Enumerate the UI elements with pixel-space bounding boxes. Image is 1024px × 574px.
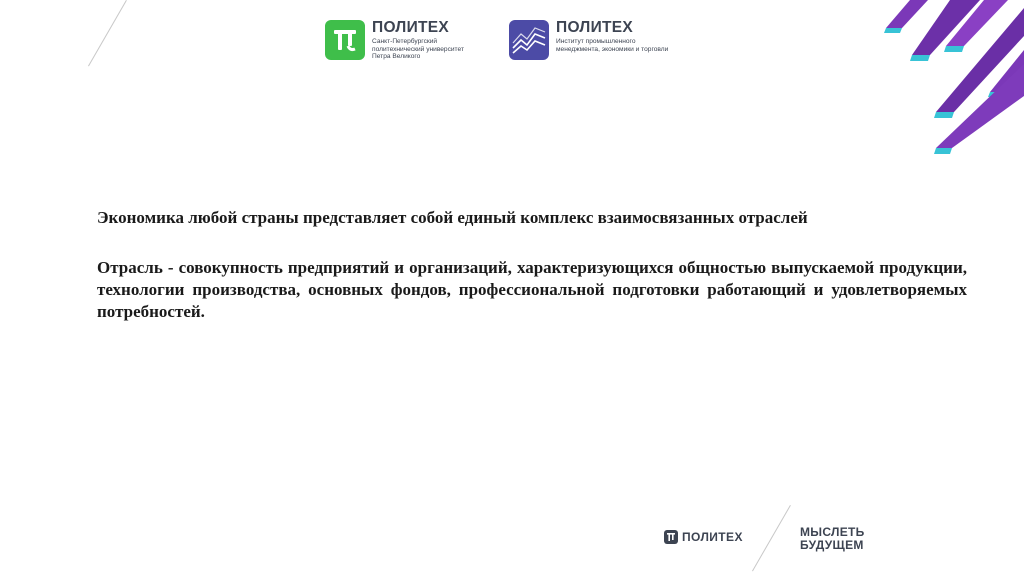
decorative-diagonal-line-top-left [88, 0, 127, 66]
polytech-university-logo [325, 20, 464, 61]
polytech-pi-icon [325, 20, 365, 60]
logo-right-subtitle-line: менеджмента, экономики и торговли [556, 45, 669, 53]
slogan-line: БУДУЩЕМ [800, 538, 864, 552]
slide-content [97, 207, 967, 323]
logo-left-subtitle-line: политехнический университет [372, 45, 464, 53]
slogan-line: МЫСЛЕТЬ [800, 525, 865, 539]
institute-chart-icon [509, 20, 549, 60]
footer-pi-icon [664, 530, 678, 544]
paragraph-economy: Экономика любой страны представляет собой единый комплекс взаимосвязанных отраслей [97, 208, 808, 227]
logo-left-subtitle-line: Петра Великого [372, 53, 421, 61]
logo-left-title: ПОЛИТЕХ [372, 19, 450, 36]
footer-polytech-logo [664, 530, 743, 544]
footer-slogan [800, 526, 865, 552]
decorative-diagonal-line-bottom [752, 505, 791, 571]
logo-left-subtitle-line: Санкт-Петербургский [372, 38, 438, 45]
logo-right-subtitle-line: Институт промышленного [556, 38, 636, 45]
decorative-purple-stripes [880, 0, 1024, 160]
paragraph-industry-definition: Отрасль - совокупность предприятий и организаций, характеризующихся общностью выпускаемой продукции, технологии производства, основных фондов, профессиональной подготовки работающий и удовлетворяемых потребностей. [97, 258, 967, 321]
logo-right-title: ПОЛИТЕХ [556, 19, 634, 36]
footer-logo-text: ПОЛИТЕХ [682, 530, 743, 544]
institute-logo [509, 20, 668, 60]
